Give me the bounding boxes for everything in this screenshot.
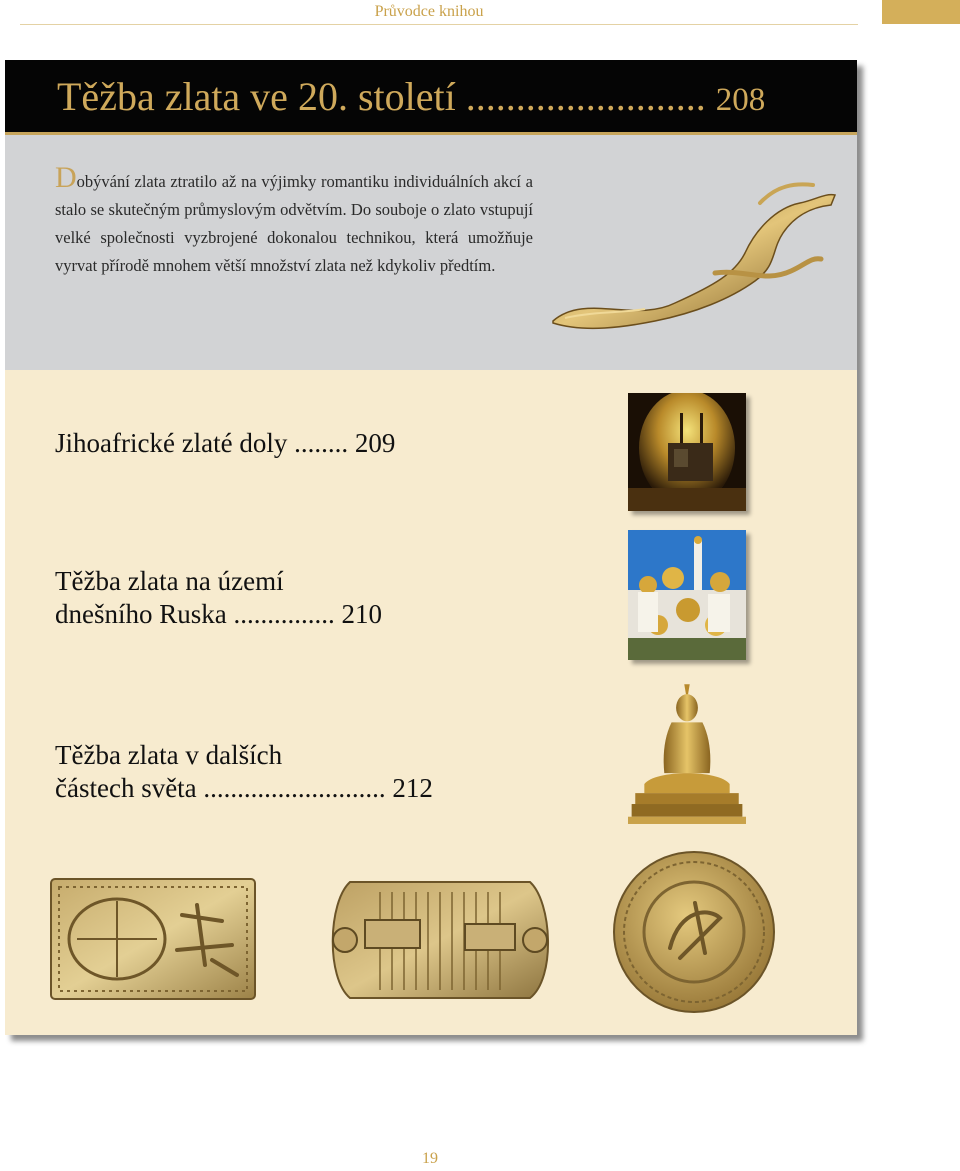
toc-entry-title-line2: dnešního Ruska bbox=[55, 599, 227, 629]
chapter-page-number: 208 bbox=[715, 82, 766, 118]
mine-photo bbox=[628, 393, 746, 511]
oval-coin-image bbox=[320, 872, 560, 1008]
toc-entry-other-parts[interactable]: Těžba zlata v dalších částech světa ........................... 212 bbox=[55, 740, 433, 803]
intro-paragraph bbox=[55, 161, 533, 280]
toc-entry-south-africa[interactable]: Jihoafrické zlaté doly ........ 209 bbox=[55, 428, 396, 458]
running-head: Průvodce knihou bbox=[374, 3, 484, 20]
round-coin-image bbox=[610, 848, 778, 1016]
gold-root-image bbox=[545, 173, 845, 333]
corner-tab bbox=[882, 0, 960, 24]
toc-entry-title-line1: Těžba zlata na území bbox=[55, 566, 284, 596]
drop-cap: D bbox=[55, 161, 77, 194]
toc-entry-page: 210 bbox=[341, 599, 382, 629]
toc-entry-page: 212 bbox=[392, 773, 433, 803]
chapter-title-text: Těžba zlata ve 20. století bbox=[57, 74, 456, 119]
header-rule bbox=[20, 24, 858, 25]
rectangular-coin-image bbox=[47, 875, 259, 1003]
page-number: 19 bbox=[422, 1150, 438, 1167]
toc-entry-russia[interactable]: Těžba zlata na území dnešního Ruska ............... 210 bbox=[55, 566, 382, 629]
kremlin-photo bbox=[628, 530, 746, 660]
toc-entry-title: Jihoafrické zlaté doly bbox=[55, 428, 288, 458]
chapter-title: Těžba zlata ve 20. století ........................ 208 bbox=[57, 74, 766, 119]
intro-panel bbox=[5, 135, 857, 370]
intro-text: obývání zlata ztratilo až na výjimky romantiku individuálních akcí a stalo se skutečným průmyslovým odvětvím. Do souboje o zlato vstupují velké společnosti vyzbrojené dokonalou technikou, která umožňuje vyrvat přírodě mnohem větší množství zlata než kdykoliv předtím. bbox=[55, 172, 533, 275]
toc-entry-title-line2: částech světa bbox=[55, 773, 197, 803]
buddha-statue-image bbox=[628, 675, 746, 835]
toc-entry-title-line1: Těžba zlata v dalších bbox=[55, 740, 283, 770]
title-bar bbox=[5, 60, 857, 135]
toc-entry-page: 209 bbox=[354, 428, 396, 458]
chapter-card bbox=[5, 60, 857, 1035]
